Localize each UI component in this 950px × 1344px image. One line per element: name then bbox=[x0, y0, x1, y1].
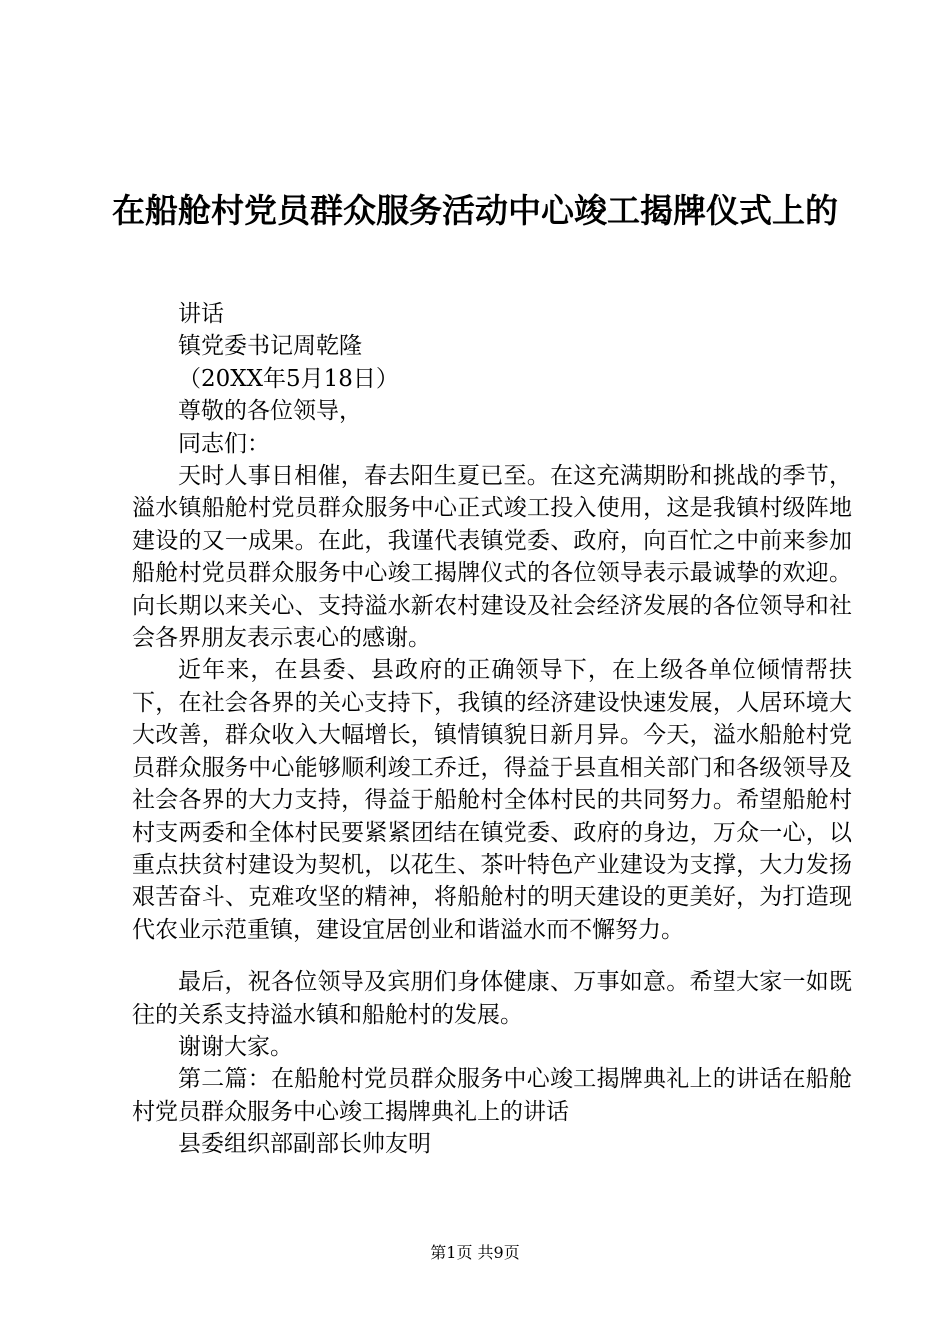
body-paragraph: 最后，祝各位领导及宾朋们身体健康、万事如意。希望大家一如既往的关系支持溢水镇和船舱村的发展。 bbox=[132, 969, 852, 1028]
salutation-line: 尊敬的各位领导， bbox=[178, 398, 362, 425]
salutation-line-2: 同志们： bbox=[178, 430, 270, 457]
speech-label: 讲话 bbox=[178, 301, 224, 327]
body-paragraph: 近年来，在县委、县政府的正确领导下，在上级各单位倾情帮扶下，在社会各界的关心支持下，我镇的经济建设快速发展，人居环境大大改善，群众收入大幅增长，镇情镇貌日新月异。今天，溢水船舱村党员群众服务中心能够顺利竣工乔迁，得益于县直相关部门和各级领导及社会各界的大力支持，得益于船舱村全体村民的共同努力。希望船舱村村支两委和全体村民要紧紧团结在镇党委、政府的身边，万众一心，以重点扶贫村建设为契机，以花生、茶叶特色产业建设为支撑，大力发扬艰苦奋斗、克难攻坚的精神，将船舱村的明天建设的更美好，为打造现代农业示范重镇，建设宜居创业和谐溢水而不懈努力。 bbox=[132, 657, 852, 943]
date-line: （20XX年5月18日） bbox=[178, 365, 399, 392]
page-number-footer: 第1页 共9页 bbox=[430, 1243, 520, 1262]
speaker-line: 镇党委书记周乾隆 bbox=[178, 333, 362, 360]
document-body bbox=[132, 298, 852, 1161]
document-title: 在船舱村党员群众服务活动中心竣工揭牌仪式上的 bbox=[112, 191, 838, 230]
closing-line: 谢谢大家。 bbox=[178, 1033, 293, 1060]
speaker-line: 县委组织部副部长帅友明 bbox=[178, 1131, 431, 1158]
section-heading: 第二篇：在船舱村党员群众服务中心竣工揭牌典礼上的讲话在船舱村党员群众服务中心竣工揭牌典礼上的讲话 bbox=[132, 1066, 852, 1125]
body-paragraph: 天时人事日相催，春去阳生夏已至。在这充满期盼和挑战的季节，溢水镇船舱村党员群众服务中心正式竣工投入使用，这是我镇村级阵地建设的又一成果。在此，我谨代表镇党委、政府，向百忙之中前来参加船舱村党员群众服务中心竣工揭牌仪式的各位领导表示最诚挚的欢迎。向长期以来关心、支持溢水新农村建设及社会经济发展的各位领导和社会各界朋友表示衷心的感谢。 bbox=[132, 463, 852, 652]
